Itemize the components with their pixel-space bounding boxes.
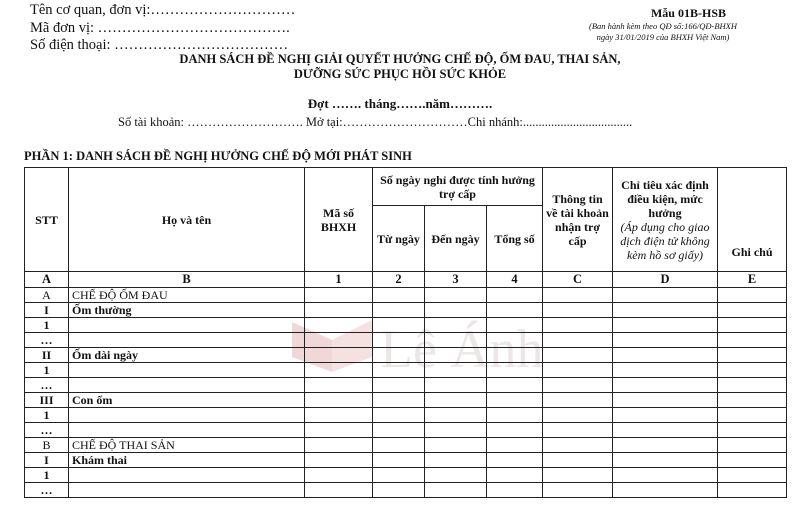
table-cell[interactable] — [305, 303, 373, 318]
period-field[interactable]: Đợt ……. tháng…….năm………. — [307, 96, 493, 111]
table-cell[interactable] — [373, 408, 425, 423]
table-cell[interactable] — [487, 438, 543, 453]
table-cell[interactable] — [487, 423, 543, 438]
table-cell[interactable] — [425, 468, 487, 483]
row-label[interactable] — [69, 333, 305, 348]
table-cell[interactable] — [305, 423, 373, 438]
table-cell[interactable] — [543, 393, 613, 408]
table-cell[interactable] — [373, 303, 425, 318]
table-row — [25, 378, 787, 393]
table-cell[interactable] — [373, 453, 425, 468]
table-cell[interactable] — [487, 363, 543, 378]
table-cell[interactable] — [305, 483, 373, 498]
agency-header — [30, 2, 295, 55]
table-cell[interactable] — [613, 363, 718, 378]
unit-code-field[interactable]: Mã đơn vị: …………………………………. — [30, 19, 290, 36]
row-label[interactable] — [69, 318, 305, 333]
row-label[interactable]: Con ốm — [69, 393, 305, 408]
table-cell[interactable] — [425, 483, 487, 498]
row-stt: II — [25, 348, 69, 363]
title-line-1: DANH SÁCH ĐỀ NGHỊ GIẢI QUYẾT HƯỞNG CHẾ ĐỘ, ỐM ĐAU, THAI SẢN, — [179, 52, 621, 66]
row-stt: 1 — [25, 318, 69, 333]
table-cell[interactable] — [425, 288, 487, 303]
table-cell[interactable] — [543, 333, 613, 348]
row-label[interactable] — [69, 378, 305, 393]
row-label[interactable] — [69, 423, 305, 438]
table-cell[interactable] — [718, 393, 787, 408]
table-cell[interactable] — [487, 453, 543, 468]
row-label[interactable]: Khám thai — [69, 453, 305, 468]
table-cell[interactable] — [373, 363, 425, 378]
row-label[interactable] — [69, 468, 305, 483]
table-cell[interactable] — [487, 378, 543, 393]
row-label[interactable] — [69, 363, 305, 378]
row-stt: III — [25, 393, 69, 408]
row-label[interactable]: CHẾ ĐỘ THAI SẢN — [69, 438, 305, 453]
table-cell[interactable] — [425, 363, 487, 378]
table-cell[interactable] — [305, 288, 373, 303]
table-cell[interactable] — [613, 468, 718, 483]
table-cell[interactable] — [613, 288, 718, 303]
account-field[interactable]: Số tài khoản: ………………………. Mở tại:…………………………Chi nhánh:................................... — [118, 115, 633, 129]
table-cell[interactable] — [543, 408, 613, 423]
column-code: 4 — [487, 272, 543, 288]
table-row — [25, 303, 787, 318]
table-cell[interactable] — [425, 438, 487, 453]
table-row — [25, 423, 787, 438]
row-label[interactable]: CHẾ ĐỘ ỐM ĐAU — [69, 288, 305, 303]
table-row — [25, 348, 787, 363]
table-cell[interactable] — [487, 393, 543, 408]
column-code: 2 — [373, 272, 425, 288]
table-row — [25, 288, 787, 303]
table-cell[interactable] — [613, 303, 718, 318]
table-cell[interactable] — [613, 348, 718, 363]
table-cell[interactable] — [487, 288, 543, 303]
table-cell[interactable] — [305, 453, 373, 468]
row-label[interactable] — [69, 408, 305, 423]
table-cell[interactable] — [543, 303, 613, 318]
table-cell[interactable] — [613, 378, 718, 393]
table-cell[interactable] — [543, 318, 613, 333]
header-notes: Ghi chú — [718, 168, 787, 272]
watermark-text: Lê Ánh — [380, 319, 544, 379]
table-cell[interactable] — [543, 288, 613, 303]
table-cell[interactable] — [613, 483, 718, 498]
table-cell[interactable] — [425, 393, 487, 408]
table-cell[interactable] — [613, 318, 718, 333]
table-cell[interactable] — [373, 288, 425, 303]
column-code-row — [25, 272, 787, 288]
table-cell[interactable] — [543, 423, 613, 438]
table-cell[interactable] — [543, 378, 613, 393]
table-cell[interactable] — [425, 378, 487, 393]
table-row — [25, 453, 787, 468]
table-cell[interactable] — [425, 333, 487, 348]
agency-name-field[interactable]: Tên cơ quan, đơn vị:………………………… — [30, 2, 296, 18]
form-code: Mẫu 01B-HSB — [650, 6, 726, 20]
table-row — [25, 318, 787, 333]
table-cell[interactable] — [373, 483, 425, 498]
table-cell[interactable] — [373, 318, 425, 333]
table-cell[interactable] — [305, 333, 373, 348]
header-from-date: Từ ngày — [373, 206, 425, 272]
row-stt: 1 — [25, 408, 69, 423]
form-note — [568, 21, 758, 43]
table-cell[interactable] — [373, 333, 425, 348]
title-line-2: DƯỠNG SỨC PHỤC HỒI SỨC KHỎE — [293, 67, 507, 81]
row-stt: 1 — [25, 468, 69, 483]
table-cell[interactable] — [543, 363, 613, 378]
table-cell[interactable] — [718, 468, 787, 483]
table-cell[interactable] — [718, 303, 787, 318]
row-stt: … — [25, 423, 69, 438]
row-stt: … — [25, 333, 69, 348]
row-stt: … — [25, 483, 69, 498]
document-title — [0, 52, 800, 82]
row-stt: I — [25, 453, 69, 468]
table-cell[interactable] — [718, 318, 787, 333]
header-criteria-note: (Áp dụng cho giao dịch điện tử không kèm hồ sơ giấy) — [620, 219, 710, 262]
table-cell[interactable] — [613, 453, 718, 468]
table-cell[interactable] — [613, 333, 718, 348]
table-cell[interactable] — [305, 318, 373, 333]
table-cell[interactable] — [718, 333, 787, 348]
table-cell[interactable] — [718, 483, 787, 498]
column-code: A — [25, 272, 69, 288]
table-cell[interactable] — [487, 468, 543, 483]
table-cell[interactable] — [543, 348, 613, 363]
table-cell[interactable] — [718, 363, 787, 378]
header-social-insurance-code: Mã số BHXH — [305, 168, 373, 272]
row-label[interactable]: Ốm thường — [69, 303, 305, 318]
column-code: 3 — [425, 272, 487, 288]
table-cell[interactable] — [487, 318, 543, 333]
row-stt: I — [25, 303, 69, 318]
table-cell[interactable] — [373, 378, 425, 393]
table-row — [25, 333, 787, 348]
table-cell[interactable] — [718, 408, 787, 423]
table-cell[interactable] — [305, 393, 373, 408]
table-cell[interactable] — [487, 483, 543, 498]
table-cell[interactable] — [543, 438, 613, 453]
header-account-info: Thông tin về tài khoản nhận trợ cấp — [543, 168, 613, 272]
header-criteria — [613, 168, 718, 272]
table-cell[interactable] — [543, 453, 613, 468]
table-cell[interactable] — [543, 483, 613, 498]
table-cell[interactable] — [425, 423, 487, 438]
part1-heading: PHẦN 1: DANH SÁCH ĐỀ NGHỊ HƯỞNG CHẾ ĐỘ MỚI PHÁT SINH — [24, 149, 412, 163]
table-row — [25, 408, 787, 423]
phone-field[interactable]: Số điện thoại: ……………………………… — [30, 37, 289, 53]
table-cell[interactable] — [718, 438, 787, 453]
header-stt: STT — [25, 168, 69, 272]
column-code: 1 — [305, 272, 373, 288]
column-code: C — [543, 272, 613, 288]
row-stt: 1 — [25, 363, 69, 378]
table-cell[interactable] — [425, 453, 487, 468]
table-cell[interactable] — [487, 333, 543, 348]
table-cell[interactable] — [425, 303, 487, 318]
table-cell[interactable] — [613, 423, 718, 438]
header-criteria-label: Chỉ tiêu xác định điều kiện, mức hưởng — [621, 177, 709, 220]
table-cell[interactable] — [543, 468, 613, 483]
table-cell[interactable] — [373, 423, 425, 438]
row-stt: … — [25, 378, 69, 393]
row-stt: B — [25, 438, 69, 453]
table-cell[interactable] — [305, 468, 373, 483]
table-cell[interactable] — [487, 408, 543, 423]
table-cell[interactable] — [305, 348, 373, 363]
column-code: B — [69, 272, 305, 288]
benefit-request-table — [24, 167, 787, 498]
table-cell[interactable] — [373, 468, 425, 483]
table-cell[interactable] — [373, 438, 425, 453]
table-cell[interactable] — [718, 288, 787, 303]
column-code: E — [718, 272, 787, 288]
table-cell[interactable] — [613, 393, 718, 408]
table-cell[interactable] — [718, 348, 787, 363]
table-cell[interactable] — [425, 408, 487, 423]
table-row — [25, 468, 787, 483]
table-cell[interactable] — [425, 348, 487, 363]
table-row — [25, 438, 787, 453]
table-cell[interactable] — [613, 438, 718, 453]
header-leave-days: Số ngày nghỉ được tính hưởng trợ cấp — [373, 168, 543, 206]
table-cell[interactable] — [613, 408, 718, 423]
table-cell[interactable] — [305, 363, 373, 378]
table-cell[interactable] — [487, 303, 543, 318]
row-label[interactable]: Ốm dài ngày — [69, 348, 305, 363]
row-label[interactable] — [69, 483, 305, 498]
table-cell[interactable] — [425, 318, 487, 333]
table-cell[interactable] — [305, 378, 373, 393]
table-cell[interactable] — [718, 423, 787, 438]
form-note-line-1: (Ban hành kèm theo QĐ số:166/QĐ-BHXH — [588, 21, 737, 31]
header-to-date: Đến ngày — [425, 206, 487, 272]
table-row — [25, 393, 787, 408]
header-name: Họ và tên — [69, 168, 305, 272]
form-note-line-2: ngày 31/01/2019 của BHXH Việt Nam) — [596, 32, 730, 42]
table-cell[interactable] — [718, 378, 787, 393]
table-cell[interactable] — [305, 438, 373, 453]
table-cell[interactable] — [373, 348, 425, 363]
table-cell[interactable] — [305, 408, 373, 423]
header-total: Tổng số — [487, 206, 543, 272]
table-row — [25, 483, 787, 498]
column-code: D — [613, 272, 718, 288]
table-cell[interactable] — [487, 348, 543, 363]
table-cell[interactable] — [373, 393, 425, 408]
row-stt: A — [25, 288, 69, 303]
table-cell[interactable] — [718, 453, 787, 468]
table-row — [25, 363, 787, 378]
